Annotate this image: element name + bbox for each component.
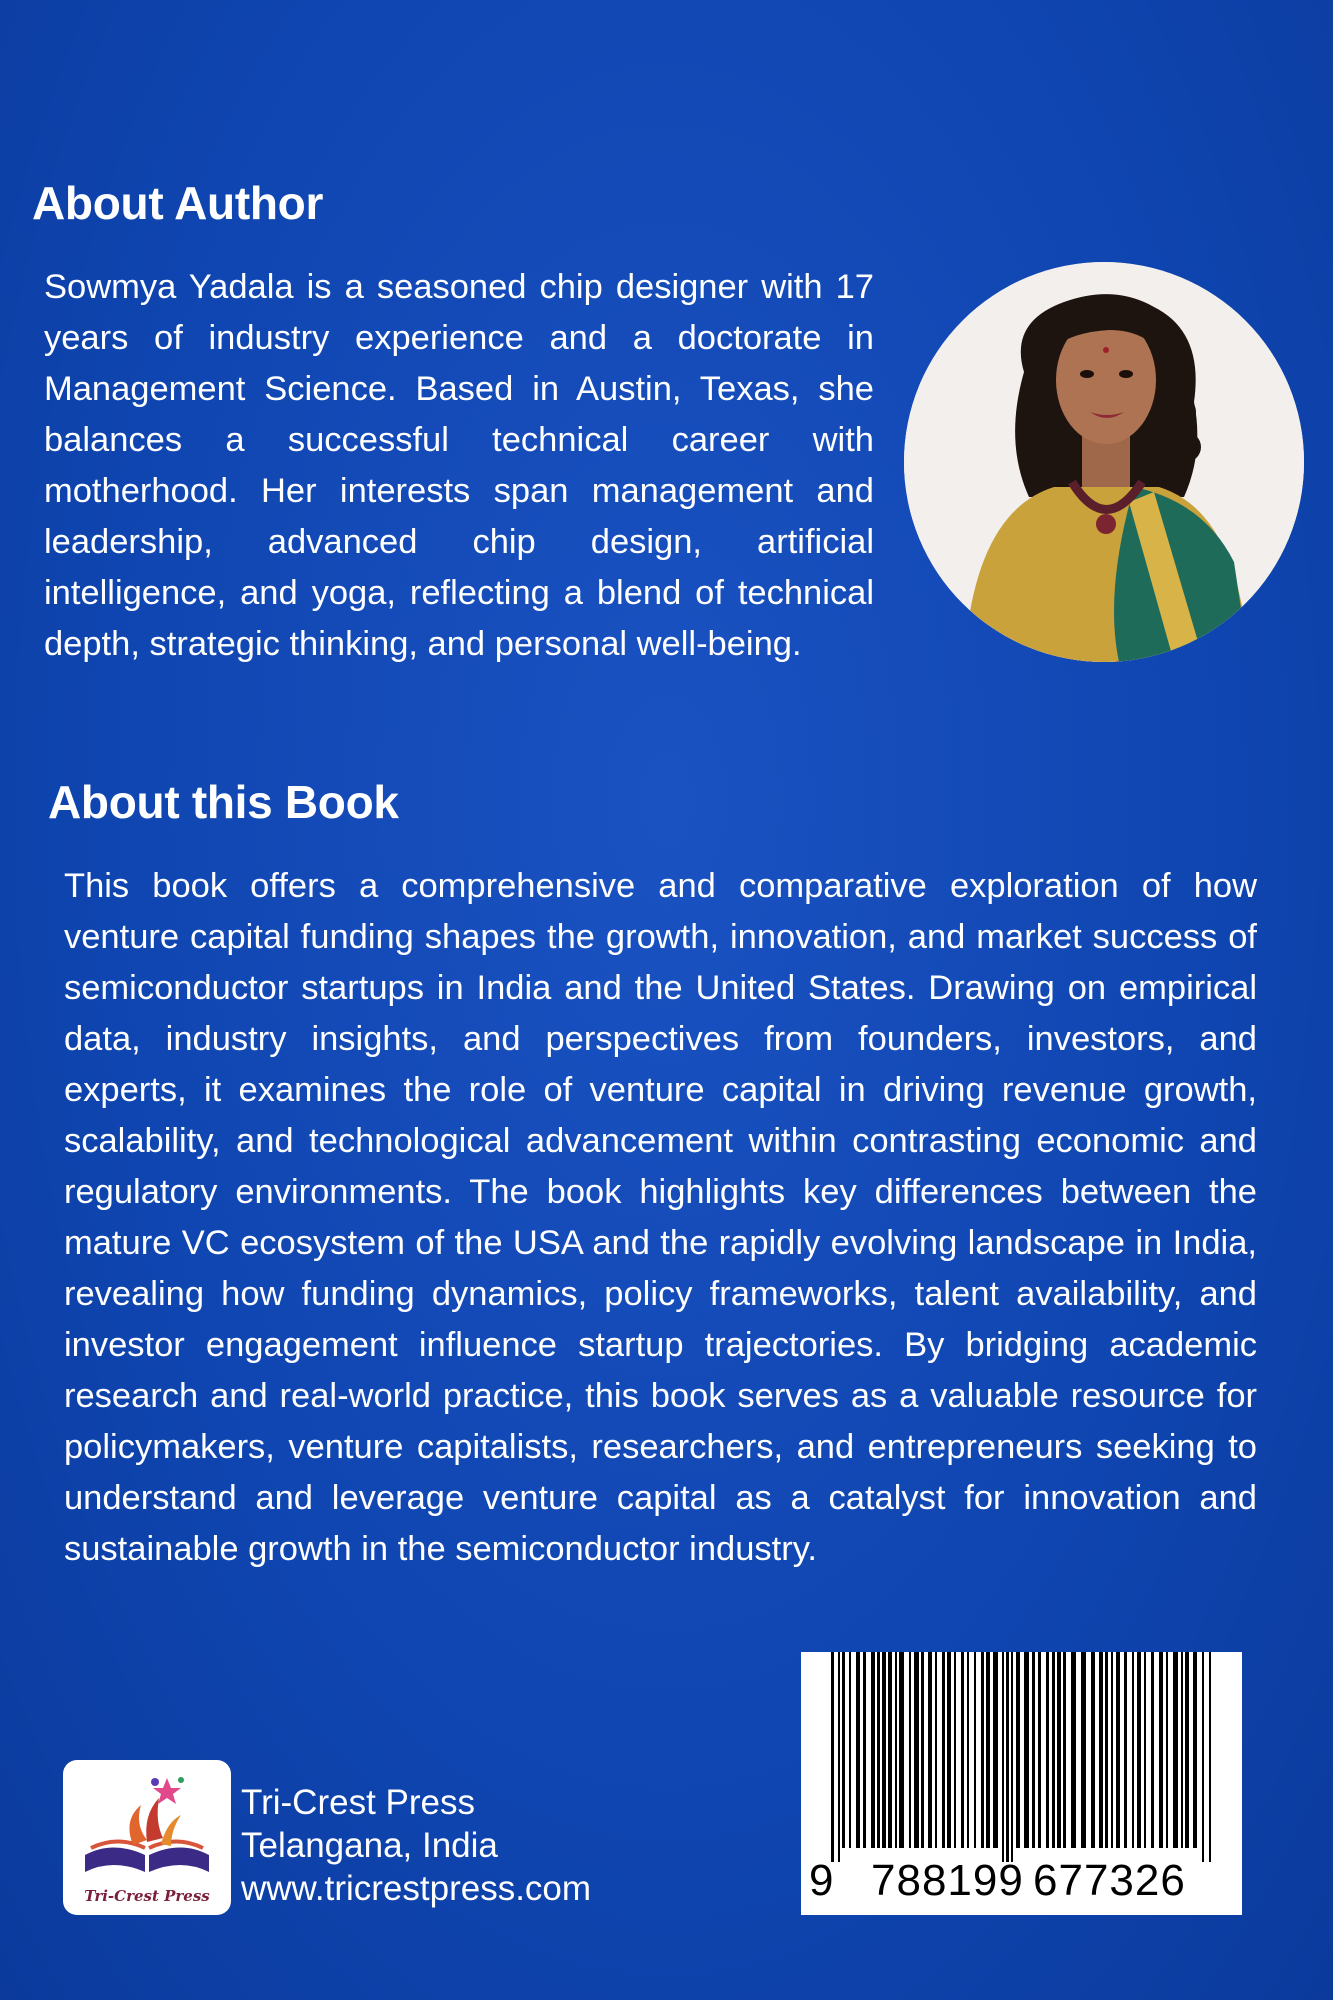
barcode-bar: [967, 1652, 969, 1848]
isbn-barcode: [801, 1652, 1242, 1915]
barcode-bar: [842, 1652, 845, 1848]
barcode-lead-digit: 9: [809, 1856, 835, 1905]
barcode-bar: [1105, 1652, 1108, 1848]
barcode-bar: [935, 1652, 937, 1848]
about-author-heading: About Author: [32, 177, 324, 229]
barcode-bar: [1173, 1652, 1178, 1848]
about-book-text: This book offers a comprehensive and comparative exploration of how venture capital funding shapes the growth, innovation, and market success of semiconductor startups in India and the United States. Drawing on empirical data, industry insights, and perspectives from founders, investors, and experts, it examines the role of venture capital in driving revenue growth, scalability, and technological advancement within contrasting economic and regulatory environments. The book highlights key differences between the mature VC ecosystem of the USA and the rapidly evolving landscape in India, revealing how funding dynamics, policy frameworks, talent availability, and investor engagement influence startup trajectories. By bridging academic research and real-world practice, this book serves as a valuable resource for policymakers, venture capitalists, researchers, and entrepreneurs seeking to understand and leverage venture capital as a catalyst for innovation and sustainable growth in the semiconductor industry.: [64, 867, 1257, 1568]
barcode-bar: [1151, 1652, 1154, 1848]
publisher-logo: [63, 1760, 231, 1915]
barcode-bar: [1124, 1652, 1127, 1848]
barcode-bar: [1071, 1652, 1076, 1848]
about-book-heading: About this Book: [48, 776, 399, 828]
publisher-location: Telangana, India: [241, 1826, 498, 1865]
barcode-bar: [1011, 1652, 1013, 1862]
author-portrait-illustration: [904, 262, 1304, 662]
barcode-bar: [1099, 1652, 1103, 1848]
publisher-name: Tri-Crest Press: [241, 1783, 475, 1822]
barcode-bar: [1052, 1652, 1055, 1848]
barcode-bar: [1002, 1652, 1004, 1862]
barcode-bar: [1181, 1652, 1183, 1848]
barcode-bars: [801, 1652, 1242, 1862]
barcode-bar: [1132, 1652, 1134, 1848]
barcode-bar: [1144, 1652, 1146, 1848]
barcode-bar: [981, 1652, 984, 1848]
author-photo: [904, 262, 1304, 662]
barcode-bar: [961, 1652, 964, 1848]
barcode-bar: [895, 1652, 897, 1848]
publisher-website: www.tricrestpress.com: [241, 1869, 592, 1908]
barcode-bar: [849, 1652, 851, 1848]
barcode-bar: [831, 1652, 834, 1862]
publisher-logo-text: Tri-Crest Press: [84, 1887, 210, 1905]
barcode-bar: [1091, 1652, 1095, 1848]
barcode-bar: [856, 1652, 860, 1848]
barcode-bar: [1193, 1652, 1197, 1848]
barcode-bar: [942, 1652, 945, 1848]
barcode-bar: [1063, 1652, 1066, 1848]
barcode-bar: [1046, 1652, 1049, 1848]
barcode-bar: [899, 1652, 904, 1848]
barcode-bar: [1081, 1652, 1086, 1848]
barcode-bar: [954, 1652, 956, 1848]
barcode-bar: [838, 1652, 840, 1862]
barcode-bar: [1024, 1652, 1029, 1848]
barcode-group-2: 677326: [1033, 1856, 1186, 1905]
publisher-info: [241, 1781, 591, 1910]
barcode-bar: [1137, 1652, 1141, 1848]
barcode-bar: [1202, 1652, 1204, 1862]
barcode-bar: [1209, 1652, 1211, 1862]
barcode-bar: [1111, 1652, 1113, 1848]
barcode-bar: [993, 1652, 998, 1848]
barcode-bar: [877, 1652, 880, 1848]
barcode-bar: [1057, 1652, 1061, 1848]
barcode-bar: [863, 1652, 866, 1848]
barcode-bar: [1006, 1652, 1009, 1862]
barcode-bar: [871, 1652, 875, 1848]
barcode-bar: [914, 1652, 919, 1848]
barcode-bar: [947, 1652, 951, 1848]
barcode-bar: [888, 1652, 892, 1848]
barcode-group-1: 788199: [871, 1856, 1024, 1905]
barcode-bar: [1185, 1652, 1189, 1848]
barcode-bar: [921, 1652, 924, 1848]
barcode-bar: [909, 1652, 911, 1848]
barcode-bar: [1038, 1652, 1041, 1848]
barcode-bar: [882, 1652, 886, 1848]
about-author-text: Sowmya Yadala is a seasoned chip designer with 17 years of industry experience and a doctorate in Management Science. Based in Austin, Texas, she balances a successful technical career with motherhood. Her interests span management and leadership, advanced chip design, artificial intelligence, and yoga, reflecting a blend of technical depth, strategic thinking, and personal well-being.: [44, 268, 874, 663]
barcode-bar: [1116, 1652, 1120, 1848]
barcode-bar: [1166, 1652, 1168, 1848]
barcode-bar: [1032, 1652, 1035, 1848]
barcode-bar: [928, 1652, 932, 1848]
barcode-bar: [986, 1652, 990, 1848]
barcode-bar: [1016, 1652, 1020, 1848]
book-logo-icon: [63, 1760, 231, 1885]
barcode-bar: [974, 1652, 976, 1848]
barcode-bar: [1159, 1652, 1163, 1848]
